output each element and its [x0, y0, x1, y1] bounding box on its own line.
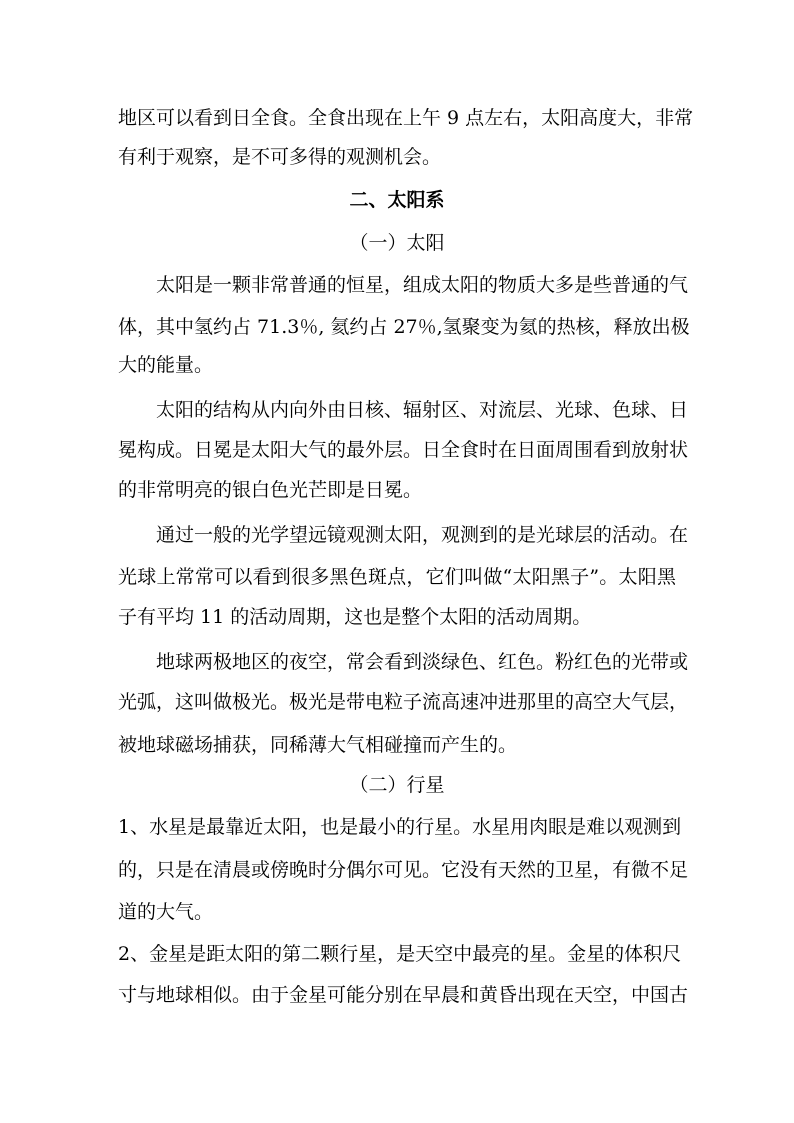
paragraph-line: 的非常明亮的银白色光芒即是日冕。	[118, 479, 423, 501]
paragraph-line: 通过一般的光学望远镜观测太阳，观测到的是光球层的活动。在	[156, 524, 689, 546]
paragraph-line: 大的能量。	[118, 354, 214, 376]
paragraph-line: 有利于观察，是不可多得的观测机会。	[118, 146, 442, 168]
paragraph-line: 2、金星是距太阳的第二颗行星，是天空中最亮的星。金星的体积尺	[118, 943, 682, 965]
paragraph-line: 寸与地球相似。由于金星可能分别在早晨和黄昏出现在天空，中国古	[118, 984, 689, 1006]
section-heading: 二、太阳系	[349, 189, 445, 211]
paragraph-line: 光球上常常可以看到很多黑色斑点，它们叫做“太阳黑子”。太阳黑	[118, 566, 676, 588]
paragraph-line: 子有平均 11 的活动周期，这也是整个太阳的活动周期。	[118, 606, 592, 628]
paragraph-line: 光弧，这叫做极光。极光是带电粒子流高速冲进那里的高空大气层，	[118, 691, 689, 713]
paragraph-line: 体，其中氢约占 71.3％, 氦约占 27％,氢聚变为氦的热核，释放出极	[118, 316, 690, 338]
subsection-heading: （一）太阳	[349, 232, 445, 254]
paragraph-line: 太阳的结构从内向外由日核、辐射区、对流层、光球、色球、日	[156, 399, 689, 421]
subsection-heading: （二）行星	[349, 774, 445, 796]
paragraph-line: 道的大气。	[118, 901, 214, 923]
paragraph-line: 地区可以看到日全食。全食出现在上午 9 点左右，太阳高度大，非常	[118, 107, 694, 129]
paragraph-line: 的，只是在清晨或傍晚时分偶尔可见。它没有天然的卫星，有微不足	[118, 859, 689, 881]
paragraph-line: 冕构成。日冕是太阳大气的最外层。日全食时在日面周围看到放射状	[118, 439, 689, 461]
paragraph-line: 1、水星是最靠近太阳，也是最小的行星。水星用肉眼是难以观测到	[118, 816, 682, 838]
paragraph-line: 地球两极地区的夜空，常会看到淡绿色、红色。粉红色的光带或	[156, 651, 689, 673]
paragraph-line: 太阳是一颗非常普通的恒星，组成太阳的物质大多是些普通的气	[156, 274, 689, 296]
paragraph-line: 被地球磁场捕获，同稀薄大气相碰撞而产生的。	[118, 734, 518, 756]
